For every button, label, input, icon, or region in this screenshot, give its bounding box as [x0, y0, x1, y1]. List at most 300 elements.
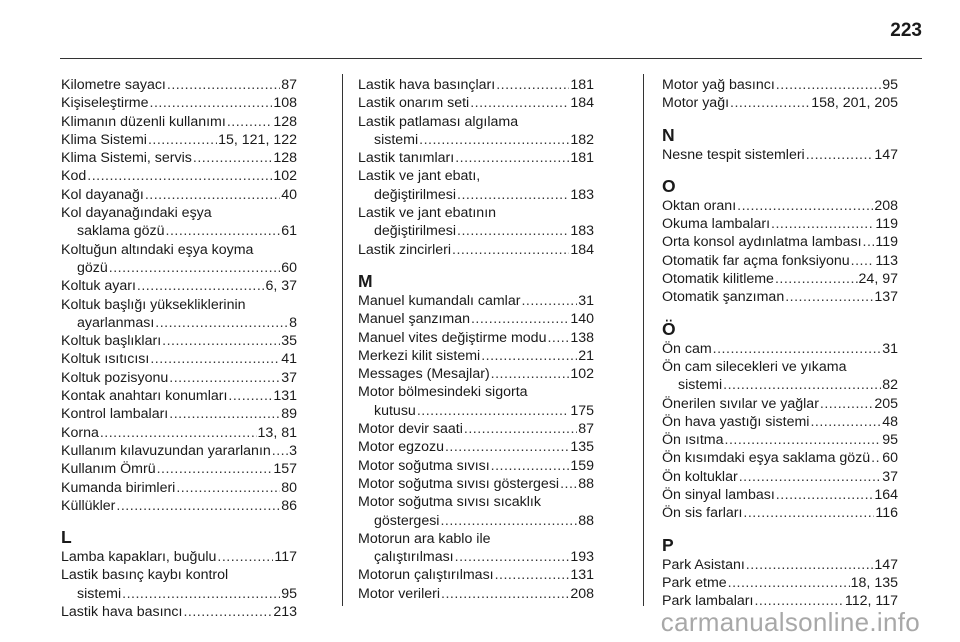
index-entry	[358, 530, 594, 567]
entry-page-numbers: 86	[281, 497, 297, 514]
leader-dots	[176, 479, 280, 497]
entry-page-numbers: 31	[578, 292, 594, 309]
entry-line	[358, 186, 594, 204]
leader-dots	[471, 310, 569, 328]
index-entry	[61, 113, 297, 131]
entry-page-numbers: 82	[882, 377, 898, 394]
entry-term: Lamba kapakları, buğulu	[61, 549, 217, 566]
entry-page-numbers: 131	[570, 567, 594, 584]
index-entry	[358, 438, 594, 456]
entry-line	[358, 548, 594, 566]
entry-term: Merkezi kilit sistemi	[358, 347, 481, 364]
leader-dots	[162, 332, 280, 350]
entry-line	[358, 566, 594, 584]
index-entry	[662, 146, 898, 164]
index-entry	[662, 556, 898, 574]
entry-heading-line: Koltuk başlığı yüksekliklerinin	[61, 296, 246, 313]
leader-dots	[863, 233, 875, 251]
index-entry	[61, 76, 297, 94]
entry-line	[61, 387, 297, 405]
entry-heading-line: Ön cam silecekleri ve yıkama	[662, 358, 847, 375]
entry-page-numbers: 137	[874, 289, 898, 306]
entry-term: Park lambaları	[662, 593, 754, 610]
column-divider	[643, 74, 644, 606]
index-entry	[61, 149, 297, 167]
leader-dots	[145, 186, 280, 204]
index-entry	[358, 475, 594, 493]
entry-page-numbers: 21	[578, 347, 594, 364]
entry-term: Motor yağ basıncı	[662, 77, 775, 93]
entry-term: saklama gözü	[77, 223, 165, 240]
entry-term: Klima Sistemi	[61, 131, 147, 148]
entry-term: Ön kısımdaki eşya saklama gözü	[662, 450, 871, 467]
entry-term: Oktan oranı	[662, 197, 737, 214]
index-entry	[358, 585, 594, 603]
entry-line	[358, 241, 594, 259]
entry-page-numbers: 184	[570, 241, 594, 258]
entry-page-numbers: 41	[281, 351, 297, 368]
entry-page-numbers: 181	[570, 150, 594, 167]
leader-dots	[155, 314, 288, 332]
entry-term: Manuel vites değiştirme modu	[358, 329, 547, 346]
watermark: carmanualsonline.info	[660, 607, 920, 637]
leader-dots	[148, 131, 217, 149]
leader-dots	[820, 395, 873, 413]
entry-page-numbers: 102	[273, 168, 297, 185]
leader-dots	[776, 486, 874, 504]
entry-page-numbers: 159	[570, 457, 594, 474]
entry-line	[662, 556, 898, 574]
entry-heading-line: Motor bölmesindeki sigorta	[358, 384, 528, 401]
leader-dots	[109, 259, 280, 277]
entry-term: Kilometre sayacı	[61, 77, 166, 93]
leader-dots	[150, 350, 280, 368]
index-entry	[61, 167, 297, 185]
entry-term: Messages (Mesajlar)	[358, 366, 490, 383]
entry-term: Park Asistanı	[662, 556, 745, 573]
entry-line	[662, 395, 898, 413]
leader-dots	[775, 270, 858, 288]
entry-page-numbers: 184	[570, 95, 594, 112]
entry-line	[61, 424, 297, 442]
entry-term: Lastik hava basıncı	[61, 604, 183, 621]
index-entry	[61, 566, 297, 603]
entry-line	[61, 369, 297, 387]
entry-line	[358, 420, 594, 438]
entry-term: sistemi	[77, 585, 122, 602]
entry-line	[61, 332, 297, 350]
entry-page-numbers: 6, 37	[265, 278, 297, 295]
leader-dots	[227, 113, 273, 131]
entry-line	[61, 548, 297, 566]
index-entry	[61, 369, 297, 387]
entry-page-numbers: 60	[281, 259, 297, 276]
index-entry	[662, 252, 898, 270]
entry-term: göstergesi	[374, 512, 440, 529]
entry-line	[61, 497, 297, 515]
entry-line	[61, 222, 297, 240]
index-entry	[358, 292, 594, 310]
index-entry	[662, 215, 898, 233]
entry-term: Kod	[61, 168, 87, 185]
entry-term: Kontrol lambaları	[61, 406, 169, 423]
entry-page-numbers: 175	[570, 402, 594, 419]
leader-dots	[495, 566, 570, 584]
entry-page-numbers: 193	[570, 549, 594, 566]
entry-term: Ön sis farları	[662, 505, 743, 522]
index-entry	[61, 460, 297, 478]
entry-line	[662, 413, 898, 431]
entry-line	[662, 574, 898, 592]
entry-page-numbers: 8	[289, 314, 297, 331]
entry-term: Manuel kumandalı camlar	[358, 292, 521, 309]
leader-dots	[455, 149, 569, 167]
entry-line	[358, 365, 594, 383]
leader-dots	[419, 131, 569, 149]
entry-page-numbers: 37	[281, 369, 297, 386]
index-entry	[61, 497, 297, 515]
entry-line	[358, 94, 594, 112]
entry-page-numbers: 182	[570, 131, 594, 148]
entry-term: Motorun çalıştırılması	[358, 567, 494, 584]
index-entry	[61, 405, 297, 423]
entry-term: Koltuk ayarı	[61, 278, 136, 295]
entry-page-numbers: 208	[570, 585, 594, 602]
entry-term: Motor verileri	[358, 585, 440, 602]
leader-dots	[457, 186, 569, 204]
entry-line	[662, 215, 898, 233]
section-letter: Ö	[662, 318, 676, 339]
index-column-3	[662, 76, 898, 611]
entry-line	[662, 504, 898, 522]
leader-dots	[417, 402, 570, 420]
entry-line	[358, 475, 594, 493]
entry-page-numbers: 119	[875, 234, 898, 251]
entry-page-numbers: 135	[570, 439, 594, 456]
entry-line	[358, 149, 594, 167]
index-entry	[662, 395, 898, 413]
leader-dots	[100, 424, 257, 442]
entry-line	[61, 277, 297, 295]
column-divider	[342, 74, 343, 606]
entry-term: Kontak anahtarı konumları	[61, 388, 228, 405]
entry-term: Ön ısıtma	[662, 432, 724, 449]
entry-line	[662, 288, 898, 306]
entry-page-numbers: 60	[882, 450, 898, 467]
entry-term: Kumanda birimleri	[61, 479, 176, 496]
entry-line	[61, 460, 297, 478]
leader-dots	[452, 241, 569, 259]
entry-term: Koltuk ısıtıcısı	[61, 351, 150, 368]
entry-term: Park etme	[662, 574, 727, 591]
entry-term: Kol dayanağı	[61, 186, 144, 203]
entry-line	[662, 252, 898, 270]
index-entry	[358, 566, 594, 584]
entry-page-numbers: 181	[570, 77, 594, 93]
entry-page-numbers: 3	[289, 442, 297, 459]
entry-term: Ön hava yastığı sistemi	[662, 413, 810, 430]
leader-dots	[737, 197, 873, 215]
leader-dots	[272, 442, 288, 460]
entry-page-numbers: 183	[570, 223, 594, 240]
index-column-2	[358, 76, 594, 603]
entry-term: Motor yağı	[662, 95, 730, 112]
index-entry	[358, 149, 594, 167]
entry-term: Okuma lambaları	[662, 216, 771, 233]
index-entry	[662, 449, 898, 467]
leader-dots	[521, 292, 577, 310]
entry-line	[662, 340, 898, 358]
index-entry	[61, 332, 297, 350]
entry-term: ayarlanması	[77, 314, 155, 331]
entry-term: Küllükler	[61, 497, 116, 514]
entry-heading-line: Lastik patlaması algılama	[358, 113, 519, 130]
entry-term: Ön koltuklar	[662, 468, 738, 485]
entry-page-numbers: 87	[281, 77, 297, 93]
leader-dots	[713, 340, 882, 358]
entry-page-numbers: 208	[874, 197, 898, 214]
entry-term: Lastik zincirleri	[358, 241, 452, 258]
leader-dots	[122, 585, 280, 603]
entry-term: Nesne tespit sistemleri	[662, 146, 805, 163]
index-entry	[358, 241, 594, 259]
entry-page-numbers: 18, 135	[850, 574, 898, 591]
entry-page-numbers: 48	[882, 413, 898, 430]
leader-dots	[441, 585, 569, 603]
index-entry	[61, 296, 297, 333]
entry-line	[662, 468, 898, 486]
leader-dots	[776, 76, 881, 94]
leader-dots	[871, 449, 881, 467]
index-entry	[61, 603, 297, 621]
section-letter: O	[662, 175, 676, 196]
entry-term: Korna	[61, 424, 99, 441]
entry-line	[358, 347, 594, 365]
leader-dots	[183, 603, 272, 621]
index-entry	[61, 424, 297, 442]
entry-term: değiştirilmesi	[374, 223, 456, 240]
index-entry	[358, 113, 594, 150]
section-letter: L	[61, 527, 72, 548]
entry-line	[61, 442, 297, 460]
entry-heading-line: Motor soğutma sıvısı sıcaklık	[358, 494, 541, 511]
entry-line	[662, 94, 898, 112]
index-entry	[662, 504, 898, 522]
entry-line	[61, 186, 297, 204]
entry-page-numbers: 164	[874, 487, 898, 504]
index-entry	[662, 197, 898, 215]
entry-term: Lastik onarım seti	[358, 95, 470, 112]
entry-line	[61, 149, 297, 167]
leader-dots	[150, 94, 273, 112]
entry-page-numbers: 15, 121, 122	[218, 131, 297, 148]
entry-page-numbers: 40	[281, 186, 297, 203]
entry-line	[662, 431, 898, 449]
entry-line	[61, 350, 297, 368]
index-entry	[61, 131, 297, 149]
entry-page-numbers: 140	[570, 311, 594, 328]
entry-page-numbers: 95	[882, 432, 898, 449]
entry-line	[358, 222, 594, 240]
leader-dots	[228, 387, 272, 405]
section-letter: M	[358, 270, 373, 291]
entry-page-numbers: 95	[882, 77, 898, 93]
leader-dots	[547, 329, 569, 347]
entry-term: Kullanım Ömrü	[61, 461, 156, 478]
leader-dots	[457, 222, 569, 240]
entry-line	[61, 259, 297, 277]
leader-dots	[455, 548, 570, 566]
page-number: 223	[890, 20, 922, 41]
entry-term: değiştirilmesi	[374, 186, 456, 203]
entry-page-numbers: 112, 117	[844, 593, 898, 610]
leader-dots	[743, 504, 874, 522]
entry-page-numbers: 95	[281, 585, 297, 602]
entry-page-numbers: 157	[273, 461, 297, 478]
leader-dots	[851, 252, 875, 270]
entry-term: Motor devir saati	[358, 421, 463, 438]
entry-line	[61, 603, 297, 621]
entry-line	[358, 76, 594, 94]
leader-dots	[166, 222, 281, 240]
entry-page-numbers: 131	[273, 388, 297, 405]
entry-line	[358, 292, 594, 310]
leader-dots	[725, 431, 882, 449]
entry-page-numbers: 80	[281, 479, 297, 496]
index-entry	[61, 387, 297, 405]
entry-line	[358, 438, 594, 456]
leader-dots	[491, 457, 570, 475]
leader-dots	[771, 215, 874, 233]
entry-term: sistemi	[374, 131, 419, 148]
index-entry	[61, 94, 297, 112]
entry-heading-line: Lastik ve jant ebatının	[358, 205, 497, 222]
index-entry	[662, 574, 898, 592]
leader-dots	[728, 574, 850, 592]
entry-line	[61, 131, 297, 149]
entry-page-numbers: 24, 97	[858, 271, 898, 288]
entry-term: çalıştırılması	[374, 549, 454, 566]
index-entry	[358, 167, 594, 204]
index-entry	[61, 548, 297, 566]
entry-line	[358, 512, 594, 530]
leader-dots	[560, 475, 577, 493]
entry-heading-line: Koltuğun altındaki eşya koyma	[61, 241, 254, 258]
entry-line	[662, 233, 898, 251]
index-entry	[358, 457, 594, 475]
entry-term: Manuel şanzıman	[358, 311, 470, 328]
entry-page-numbers: 205	[874, 395, 898, 412]
section-letter: N	[662, 124, 675, 145]
entry-page-numbers: 147	[874, 556, 898, 573]
section-letter: P	[662, 534, 674, 555]
entry-line	[662, 76, 898, 94]
leader-dots	[470, 94, 569, 112]
entry-line	[61, 76, 297, 94]
entry-heading-line: Lastik ve jant ebatı,	[358, 168, 481, 185]
entry-term: Lastik tanımları	[358, 150, 455, 167]
index-entry	[662, 468, 898, 486]
index-entry	[358, 94, 594, 112]
leader-dots	[445, 438, 569, 456]
leader-dots	[464, 420, 577, 438]
entry-page-numbers: 128	[273, 150, 297, 167]
entry-line	[61, 405, 297, 423]
leader-dots	[491, 365, 570, 383]
leader-dots	[169, 369, 280, 387]
entry-page-numbers: 147	[874, 146, 898, 163]
index-entry	[358, 493, 594, 530]
entry-line	[662, 449, 898, 467]
entry-page-numbers: 213	[273, 604, 297, 621]
entry-term: Kişiseleştirme	[61, 95, 149, 112]
entry-line	[61, 585, 297, 603]
entry-page-numbers: 13, 81	[257, 424, 297, 441]
entry-term: kutusu	[374, 402, 416, 419]
entry-line	[358, 585, 594, 603]
entry-page-numbers: 37	[882, 468, 898, 485]
entry-line	[662, 486, 898, 504]
entry-term: Motor egzozu	[358, 439, 444, 456]
leader-dots	[116, 497, 280, 515]
index-entry	[358, 329, 594, 347]
leader-dots	[137, 277, 265, 295]
entry-term: gözü	[77, 259, 108, 276]
entry-page-numbers: 158, 201, 205	[811, 95, 898, 112]
entry-line	[662, 197, 898, 215]
entry-page-numbers: 138	[570, 329, 594, 346]
entry-page-numbers: 31	[882, 340, 898, 357]
entry-term: Koltuk başlıkları	[61, 333, 162, 350]
entry-line	[61, 314, 297, 332]
leader-dots	[193, 149, 272, 167]
leader-dots	[157, 460, 273, 478]
leader-dots	[217, 548, 273, 566]
leader-dots	[806, 146, 874, 164]
entry-page-numbers: 35	[281, 333, 297, 350]
index-entry	[662, 94, 898, 112]
entry-page-numbers: 88	[578, 512, 594, 529]
entry-page-numbers: 108	[273, 95, 297, 112]
entry-term: Klima Sistemi, servis	[61, 150, 192, 167]
entry-term: Motor soğutma sıvısı göstergesi	[358, 475, 560, 492]
entry-page-numbers: 119	[875, 216, 898, 233]
entry-term: Kullanım kılavuzundan yararlanın	[61, 442, 271, 459]
index-entry	[61, 350, 297, 368]
entry-line	[662, 376, 898, 394]
index-entry	[61, 479, 297, 497]
index-entry	[358, 76, 594, 94]
entry-term: Otomatik şanzıman	[662, 289, 785, 306]
entry-page-numbers: 117	[274, 549, 297, 566]
entry-line	[61, 479, 297, 497]
index-entry	[61, 186, 297, 204]
leader-dots	[746, 556, 874, 574]
entry-line	[358, 131, 594, 149]
index-entry	[662, 76, 898, 94]
entry-line	[358, 310, 594, 328]
entry-term: Otomatik kilitleme	[662, 271, 774, 288]
entry-page-numbers: 89	[281, 406, 297, 423]
leader-dots	[785, 288, 873, 306]
entry-line	[358, 402, 594, 420]
entry-line	[61, 113, 297, 131]
index-entry	[358, 204, 594, 241]
entry-term: Motor soğutma sıvısı	[358, 457, 490, 474]
entry-term: Lastik hava basınçları	[358, 77, 496, 93]
entry-page-numbers: 102	[570, 366, 594, 383]
leader-dots	[481, 347, 577, 365]
